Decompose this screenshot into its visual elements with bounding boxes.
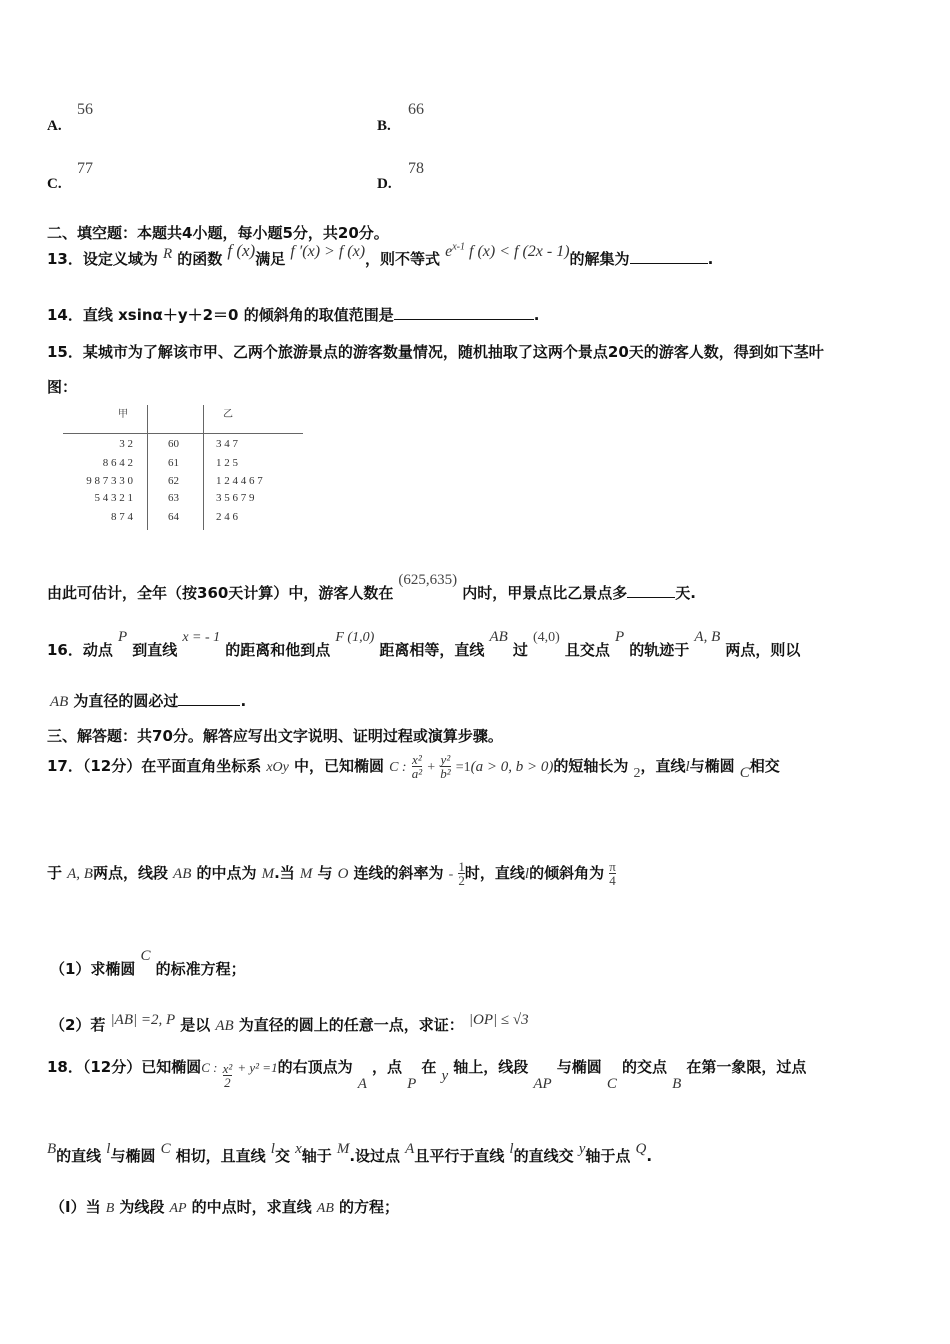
q15-interval: (625,635) xyxy=(398,572,458,588)
q16-text-4: 距离相等，直线 xyxy=(379,641,485,659)
q18-l2-l3: l xyxy=(509,1141,514,1157)
q16-line-eq: x = - 1 xyxy=(182,630,221,645)
q18-l2-text-4: 交 xyxy=(274,1147,290,1165)
q13-text-5: 的解集为 xyxy=(569,250,630,268)
q17-p2-cond: |AB| =2, P xyxy=(110,1012,176,1028)
q18-l2-text-6: .设过点 xyxy=(349,1147,401,1165)
option-a-label: A. xyxy=(47,118,62,134)
q16-text-2: 到直线 xyxy=(132,641,178,659)
stemleaf-left-64: 8 7 4 xyxy=(111,511,133,523)
q15-line2: 图： xyxy=(47,378,78,396)
q16-text-7: 的轨迹于 xyxy=(629,641,690,659)
q18-l2-M: M xyxy=(336,1141,350,1157)
stemleaf-divider-left xyxy=(147,405,148,530)
q18-l2-Q: Q xyxy=(635,1141,647,1157)
q14-text: 14．直线 xsinα＋y＋2＝0 的倾斜角的取值范围是 xyxy=(47,306,394,324)
stemleaf-left-63: 5 4 3 2 1 xyxy=(94,492,133,504)
q17-plus: + xyxy=(427,760,436,775)
option-d-label: D. xyxy=(377,176,392,192)
q16-AB: AB xyxy=(489,629,508,645)
option-b-value: 66 xyxy=(408,101,424,118)
q17-p2-label: （2）若 xyxy=(50,1016,106,1034)
q14-answer-blank[interactable] xyxy=(394,305,534,320)
stemleaf-stem-61: 61 xyxy=(168,457,179,469)
q15-answer-blank[interactable] xyxy=(627,583,675,598)
q17-y2: y² xyxy=(440,752,451,767)
stemleaf-left-60: 3 2 xyxy=(119,438,133,450)
option-d-value: 78 xyxy=(408,160,424,177)
q18-two: 2 xyxy=(224,1075,231,1090)
stemleaf-header-right: 乙 xyxy=(223,409,233,420)
q17-l2-text-8: 的倾斜角为 xyxy=(529,864,605,882)
q17-p1-label: （1）求椭圆 xyxy=(50,960,136,978)
q13-text-4: ，则不等式 xyxy=(365,250,441,268)
stemleaf-right-63: 3 5 6 7 9 xyxy=(216,492,255,504)
q17-text-2: 中，已知椭圆 xyxy=(293,757,384,775)
q18-frac xyxy=(223,1062,233,1089)
q16-line2-AB: AB xyxy=(50,694,69,710)
q16-line2 xyxy=(50,690,246,711)
q15-text-3: 天. xyxy=(675,584,696,602)
q17-l2-text-4: .当 xyxy=(274,864,295,882)
q17-b2: b² xyxy=(440,766,451,781)
stemleaf-right-64: 2 4 6 xyxy=(216,511,238,523)
q16-text-5: 过 xyxy=(512,641,528,659)
q17-text-5: 与椭圆 xyxy=(689,757,735,775)
q13-condition: f ′(x) > f (x) xyxy=(290,243,366,260)
stemleaf-stem-63: 63 xyxy=(168,492,179,504)
stemleaf-stem-60: 60 xyxy=(168,438,179,450)
q17-l2-text-2: 两点，线段 xyxy=(92,864,168,882)
q17-part1 xyxy=(50,944,246,978)
stemleaf-header-rule xyxy=(63,433,303,434)
q15-estimate-line xyxy=(47,568,696,602)
stemleaf-stem-64: 64 xyxy=(168,511,179,523)
q16-end: . xyxy=(240,692,247,710)
q16-point: (4,0) xyxy=(533,630,560,645)
q15-line1: 15．某城市为了解该市甲、乙两个旅游景点的游客数量情况，随机抽取了这两个景点20天的游客人数，得到如下茎叶 xyxy=(47,343,824,361)
stemleaf-header-left: 甲 xyxy=(118,409,128,420)
stemleaf-left-61: 8 6 4 2 xyxy=(102,457,133,469)
q17-cond: (a > 0, b > 0) xyxy=(470,759,554,775)
q17-p1-text: 的标准方程； xyxy=(155,960,246,978)
option-a-value: 56 xyxy=(77,101,93,118)
q18-text-6: 与椭圆 xyxy=(556,1058,602,1076)
q18-l2-text-8: 的直线交 xyxy=(513,1147,574,1165)
q17-two: 2 xyxy=(633,766,641,781)
stemleaf-right-60: 3 4 7 xyxy=(216,438,238,450)
q17-l2-AB: A, B xyxy=(67,866,93,882)
q16-text-6: 且交点 xyxy=(564,641,610,659)
stemleaf-divider-right xyxy=(203,405,204,530)
q16-P: P xyxy=(117,629,128,645)
question-13 xyxy=(47,241,714,282)
stemleaf-right-61: 1 2 5 xyxy=(216,457,238,469)
q13-text-2: 的函数 xyxy=(177,250,223,268)
q18-p1-AB: AB xyxy=(316,1201,334,1216)
q17-frac-x xyxy=(412,753,422,780)
q17-l2-den: 2 xyxy=(458,873,465,888)
q17-l2-O: O xyxy=(337,866,349,882)
q16-line2-text: 为直径的圆必过 xyxy=(73,692,179,710)
q18-l2-l2: l xyxy=(270,1141,275,1157)
stem-leaf-plot xyxy=(45,405,345,535)
stemleaf-left-62: 9 8 7 3 3 0 xyxy=(86,475,133,487)
q17-l2-text-1: 于 xyxy=(47,864,63,882)
q17-l2-angle xyxy=(609,860,616,887)
q17-text-3: 的短轴长为 xyxy=(553,757,629,775)
q13-exp: x-1 xyxy=(452,241,466,253)
q17-l2-AB2: AB xyxy=(173,866,192,882)
option-c-value: 77 xyxy=(77,160,93,177)
q18-text-1: 18．（12分）已知椭圆 xyxy=(47,1058,202,1076)
q18-l2-text-9: 轴于点 xyxy=(585,1147,631,1165)
q17-p2-AB: AB xyxy=(215,1018,234,1034)
q18-x2: x² xyxy=(222,1061,233,1076)
q13-text-3: 满足 xyxy=(255,250,286,268)
q18-part1 xyxy=(50,1196,399,1217)
q18-p1-label: （Ⅰ）当 xyxy=(50,1198,101,1216)
q18-p1-text-2: 的中点时，求直线 xyxy=(191,1198,312,1216)
q17-l2-M: M xyxy=(261,866,275,882)
q18-l2-x: x xyxy=(295,1141,302,1157)
q17-xOy: xOy xyxy=(266,760,289,775)
q14-end: . xyxy=(533,306,540,324)
q17-a2: a² xyxy=(411,766,423,781)
q17-l2-num: 1 xyxy=(458,859,465,874)
q18-p1-B: B xyxy=(105,1201,115,1216)
q16-answer-blank[interactable] xyxy=(178,691,240,706)
q18-text-2: 的右顶点为 xyxy=(277,1058,353,1076)
stemleaf-stem-62: 62 xyxy=(168,475,179,487)
q17-l2-text-6: 连线的斜率为 xyxy=(353,864,444,882)
q18-B: B xyxy=(672,1076,682,1092)
q18-C: C : xyxy=(201,1060,218,1075)
q18-l2-end: . xyxy=(646,1147,653,1165)
q18-p1-text-1: 为线段 xyxy=(119,1198,165,1216)
q16-text-8: 两点，则以 xyxy=(725,641,801,659)
stemleaf-right-62: 1 2 4 4 6 7 xyxy=(216,475,263,487)
q13-fx: f (x) xyxy=(227,241,256,260)
q17-l2-minus: - xyxy=(448,867,454,882)
q18-A: A xyxy=(357,1076,367,1092)
q18-P: P xyxy=(407,1076,417,1092)
q17-l2-pi: π xyxy=(609,859,616,874)
q17-l2-l: l xyxy=(524,866,530,882)
q17-l2-text-5: 与 xyxy=(317,864,333,882)
q18-l2-text-5: 轴于 xyxy=(301,1147,332,1165)
q13-R: R xyxy=(162,246,173,262)
q18-p1-AP: AP xyxy=(169,1201,187,1216)
q17-C2: C xyxy=(739,765,750,781)
q17-p2-ineq: |OP| ≤ √3 xyxy=(468,1012,529,1028)
q17-text-4: ，直线 xyxy=(640,757,686,775)
q18-l2-A: A xyxy=(405,1141,415,1157)
option-b-label: B. xyxy=(377,118,391,134)
q16-text-1: 16．动点 xyxy=(47,641,113,659)
q18-l2-text-3: 相切，且直线 xyxy=(175,1147,266,1165)
q18-l2-text-2: 与椭圆 xyxy=(110,1147,156,1165)
q18-text-8: 在第一象限，过点 xyxy=(686,1058,807,1076)
q16-text-3: 的距离和他到点 xyxy=(225,641,331,659)
q18-l2-text-7: 且平行于直线 xyxy=(414,1147,505,1165)
q16-P2: P xyxy=(615,629,625,645)
option-c-label: C. xyxy=(47,176,62,192)
question-18 xyxy=(47,1058,807,1108)
q17-x2: x² xyxy=(412,752,422,767)
q17-l2-M2: M xyxy=(299,866,313,882)
q18-rest: + y² =1 xyxy=(237,1060,278,1075)
question-17 xyxy=(47,753,780,799)
q17-text-6: 相交 xyxy=(749,757,780,775)
q17-l: l xyxy=(685,759,690,775)
q17-p1-C: C xyxy=(140,948,151,964)
q18-text-7: 的交点 xyxy=(621,1058,667,1076)
question-16 xyxy=(47,625,800,659)
q13-end: . xyxy=(707,250,714,268)
q18-text-3: ，点 xyxy=(371,1058,402,1076)
q17-C: C : xyxy=(389,760,407,775)
q18-l2-C: C xyxy=(160,1141,171,1157)
q18-AP: AP xyxy=(533,1076,552,1092)
q18-l2-B: B xyxy=(47,1141,57,1157)
q15-text-1: 由此可估计，全年（按360天计算）中，游客人数在 xyxy=(47,584,394,602)
q18-l2-l: l xyxy=(106,1141,111,1157)
q17-l2-four: 4 xyxy=(609,873,616,888)
section3-title: 三、解答题：共70分。解答应写出文字说明、证明过程或演算步骤。 xyxy=(47,727,503,745)
q17-eq: =1 xyxy=(455,760,471,775)
q18-y: y xyxy=(441,1068,449,1084)
q17-part2 xyxy=(50,1008,529,1034)
q18-text-5: 轴上，线段 xyxy=(453,1058,529,1076)
q17-l2-text-7: 时，直线 xyxy=(464,864,525,882)
q18-l2-y: y xyxy=(578,1141,586,1157)
q18-text-4: 在 xyxy=(421,1058,437,1076)
q13-answer-blank[interactable] xyxy=(630,249,708,264)
q16-F: F (1,0) xyxy=(335,630,375,645)
q13-text-1: 设定义域为 xyxy=(82,250,158,268)
question-14 xyxy=(47,304,539,325)
q17-l2-text-3: 的中点为 xyxy=(196,864,257,882)
q18-l2-text-1: 的直线 xyxy=(56,1147,102,1165)
q13-inequality: f (x) < f (2x - 1) xyxy=(469,243,570,260)
q17-p2-text-1: 是以 xyxy=(180,1016,211,1034)
section2-title: 二、填空题：本题共4小题，每小题5分，共20分。 xyxy=(47,224,389,242)
q17-line2 xyxy=(47,860,616,910)
q17-frac-y xyxy=(440,753,450,780)
q13-num: 13． xyxy=(47,250,83,268)
q15-text-2: 内时，甲景点比乙景点多 xyxy=(462,584,628,602)
q18-p1-text-3: 的方程； xyxy=(338,1198,399,1216)
q18-line2 xyxy=(47,1137,652,1171)
q13-e: e xyxy=(445,243,453,260)
q17-text-1: 17．（12分）在平面直角坐标系 xyxy=(47,757,262,775)
q17-p2-text-2: 为直径的圆上的任意一点，求证： xyxy=(238,1016,464,1034)
q16-AB2: A, B xyxy=(694,629,721,645)
q18-C2: C xyxy=(606,1076,617,1092)
